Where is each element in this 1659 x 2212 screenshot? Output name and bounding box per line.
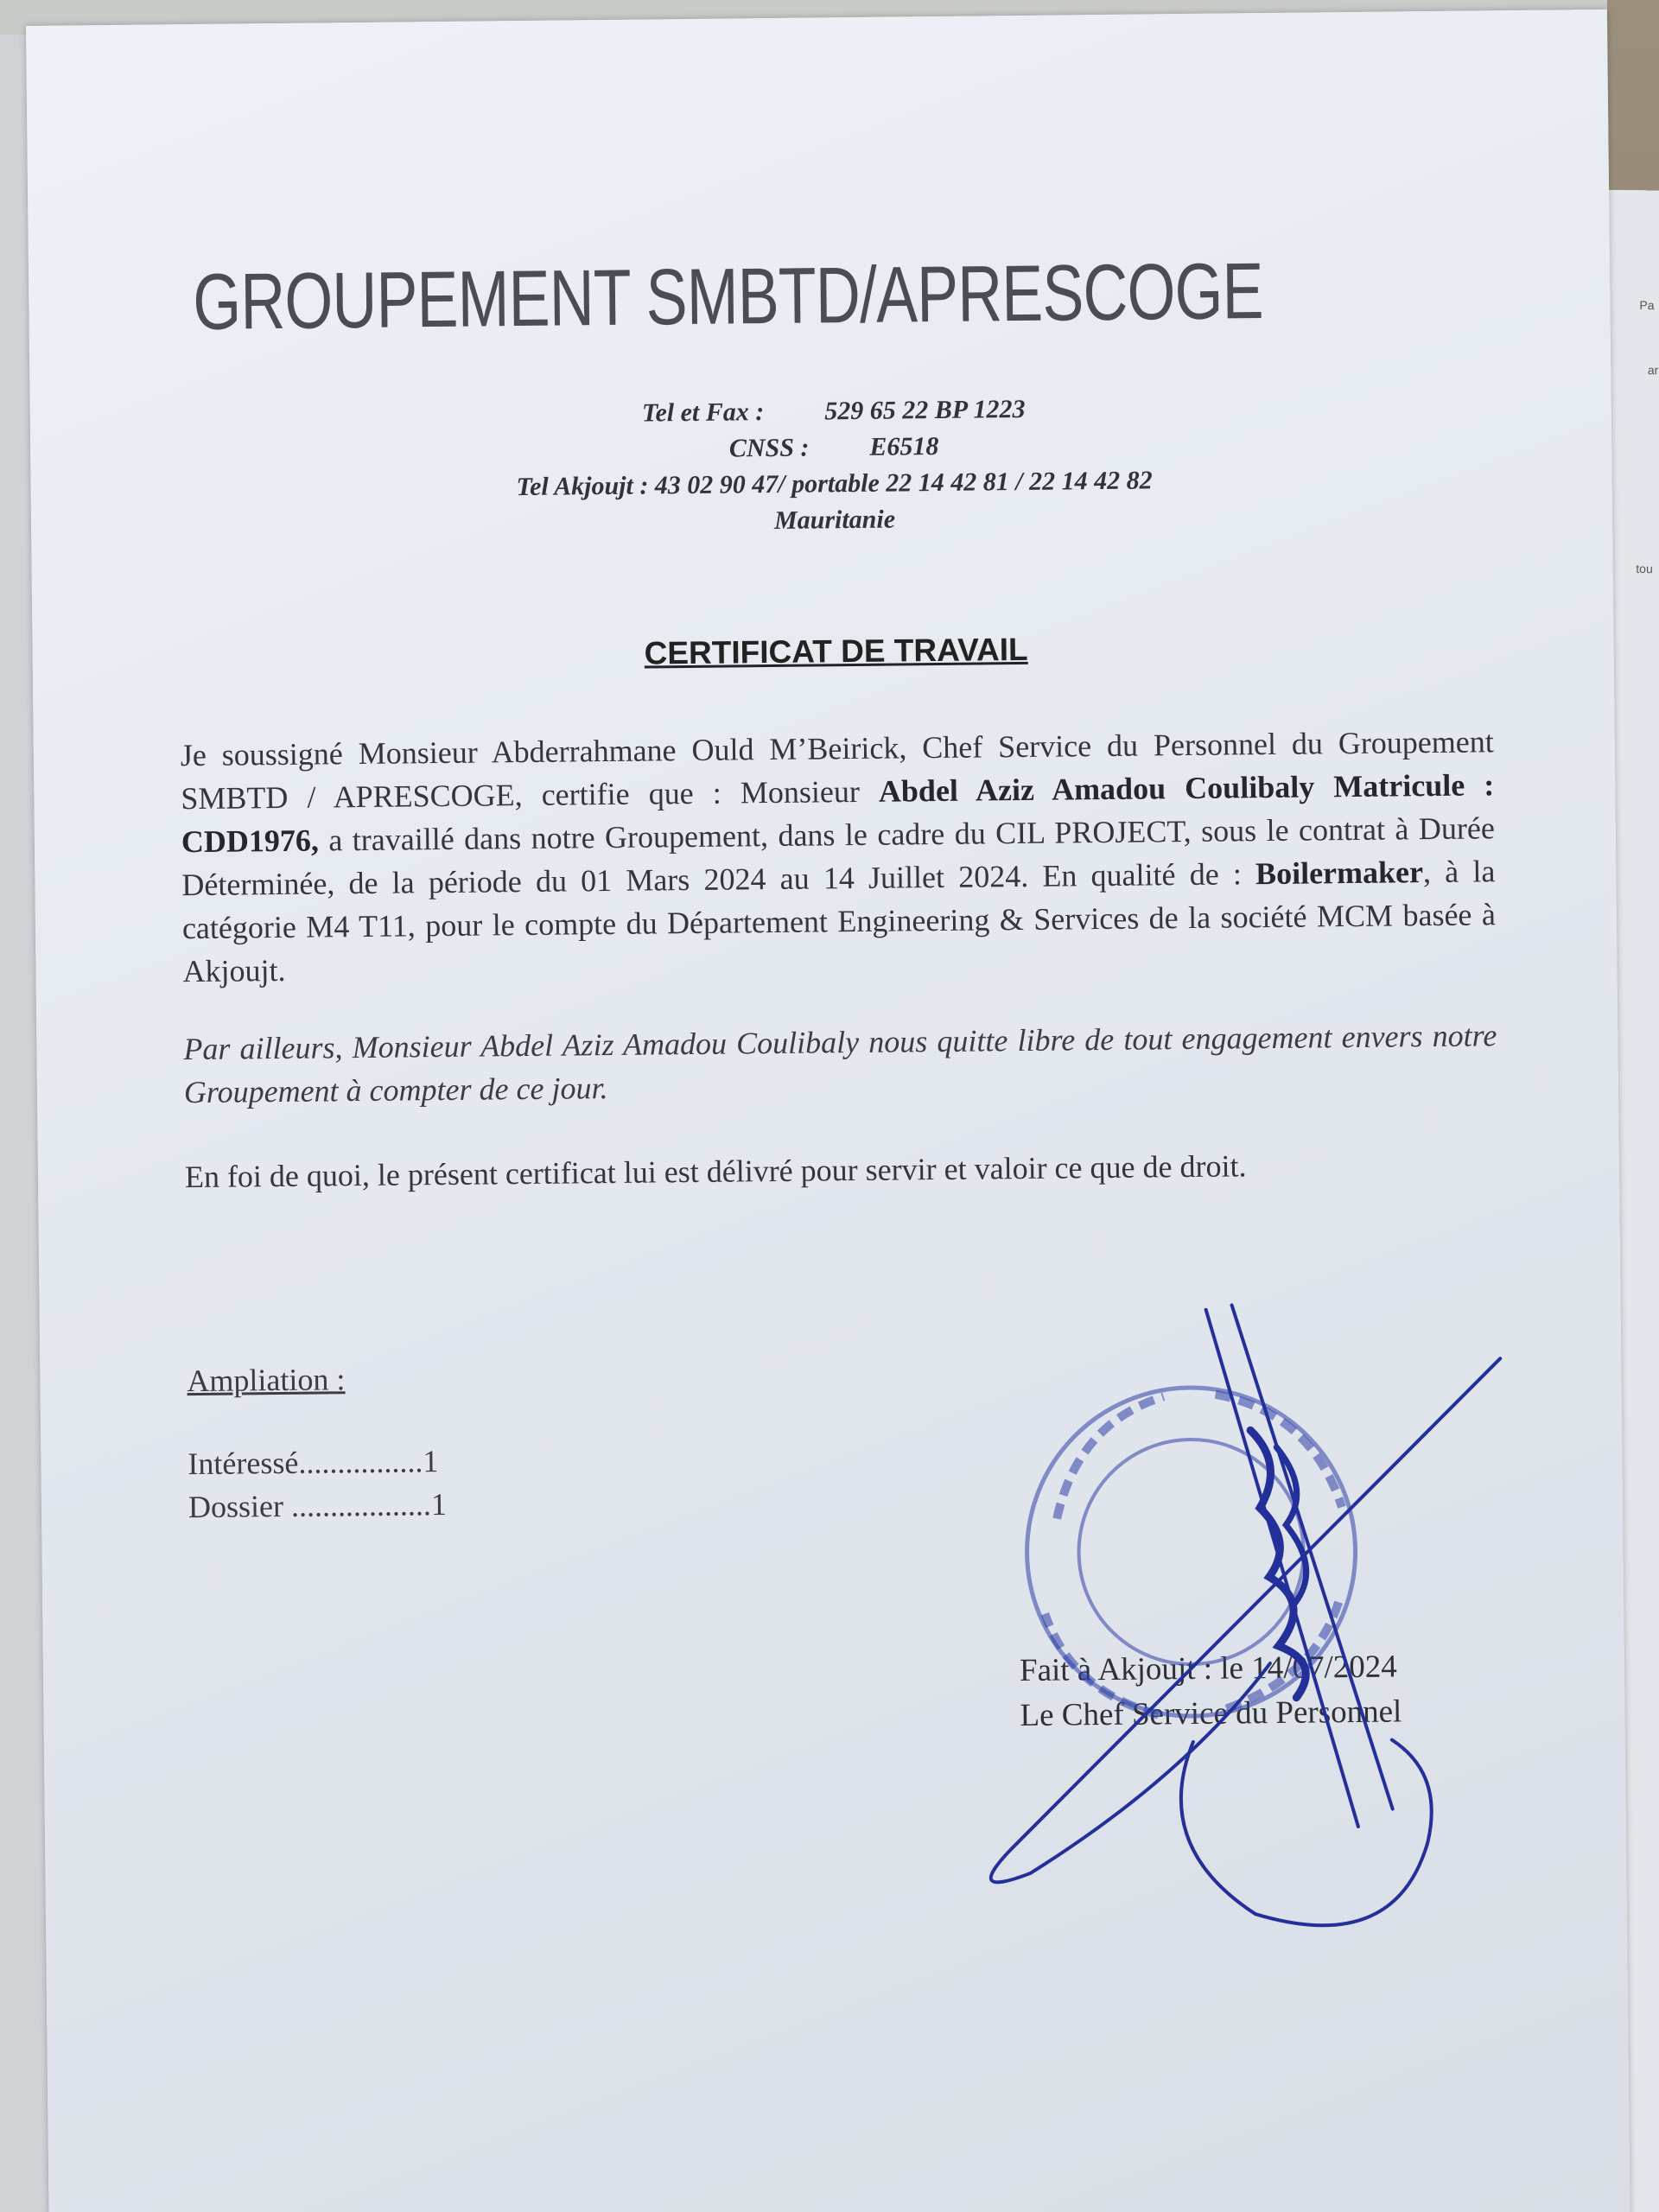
paragraph-text: Je soussigné Monsieur Abderrahmane Ould M’Beirick, Chef Service du Personnel du Groupement SMBTD / APRESCOGE, certifie que : Monsieur	[180, 724, 1494, 817]
signature-block	[1020, 1644, 1402, 1738]
certificate-paragraph-release: Par ailleurs, Monsieur Abdel Aziz Amadou Coulibaly nous quitte libre de tout engagement envers notre Groupement à compter de ce jour.	[183, 1018, 1497, 1110]
ampliation-list	[188, 1428, 1502, 1529]
signature-stroke	[1180, 1739, 1433, 1927]
ampliation-item: Dossier ..................1	[188, 1486, 448, 1525]
certificate-paragraph-main	[181, 720, 1497, 993]
employee-name: Abdel Aziz Amadou Coulibaly Matricule : CDD1976,	[181, 767, 1495, 860]
document-title: CERTIFICAT DE TRAVAIL	[644, 631, 1028, 671]
cnss-label: CNSS :	[728, 433, 810, 463]
place-date: Fait à Akjoujt : le 14/07/2024	[1019, 1649, 1397, 1689]
side-scrap-text: tou	[1636, 562, 1653, 576]
company-name: GROUPEMENT SMBTD/APRESCOGE	[192, 247, 1264, 346]
ampliation-item: Intéressé................1	[188, 1444, 439, 1482]
certificate-sheet	[26, 10, 1630, 2212]
contact-block	[177, 386, 1492, 545]
country-line: Mauritanie	[773, 505, 896, 535]
ampliation-label: Ampliation :	[187, 1362, 346, 1399]
signatory-title: Le Chef Service du Personnel	[1020, 1694, 1402, 1734]
employee-role: Boilermaker	[1255, 855, 1424, 892]
tel-fax-label: Tel et Fax :	[641, 397, 765, 428]
tel-fax-value: 529 65 22 BP 1223	[824, 394, 1026, 426]
cnss-value: E6518	[869, 431, 939, 461]
certificate-content	[175, 244, 1502, 1734]
side-scrap-text: Pa	[1639, 298, 1655, 313]
side-scrap-text: ar	[1647, 363, 1659, 378]
paragraph-text: , à la catégorie M4 T11, pour le compte du Département Engineering & Services de la société MCM basée à Akjoujt.	[181, 854, 1497, 989]
tel-akjoujt-line: Tel Akjoujt : 43 02 90 47/ portable 22 14 42 81 / 22 14 42 82	[516, 466, 1153, 502]
certificate-paragraph-closing: En foi de quoi, le présent certificat lui est délivré pour servir et valoir ce que de droit.	[184, 1148, 1247, 1195]
paragraph-text: a travaillé dans notre Groupement, dans le cadre du CIL PROJECT, sous le contrat à Durée Déterminée, de la période du 01 Mars 2024 au 14 Juillet 2024. En qualité de :	[181, 810, 1496, 903]
